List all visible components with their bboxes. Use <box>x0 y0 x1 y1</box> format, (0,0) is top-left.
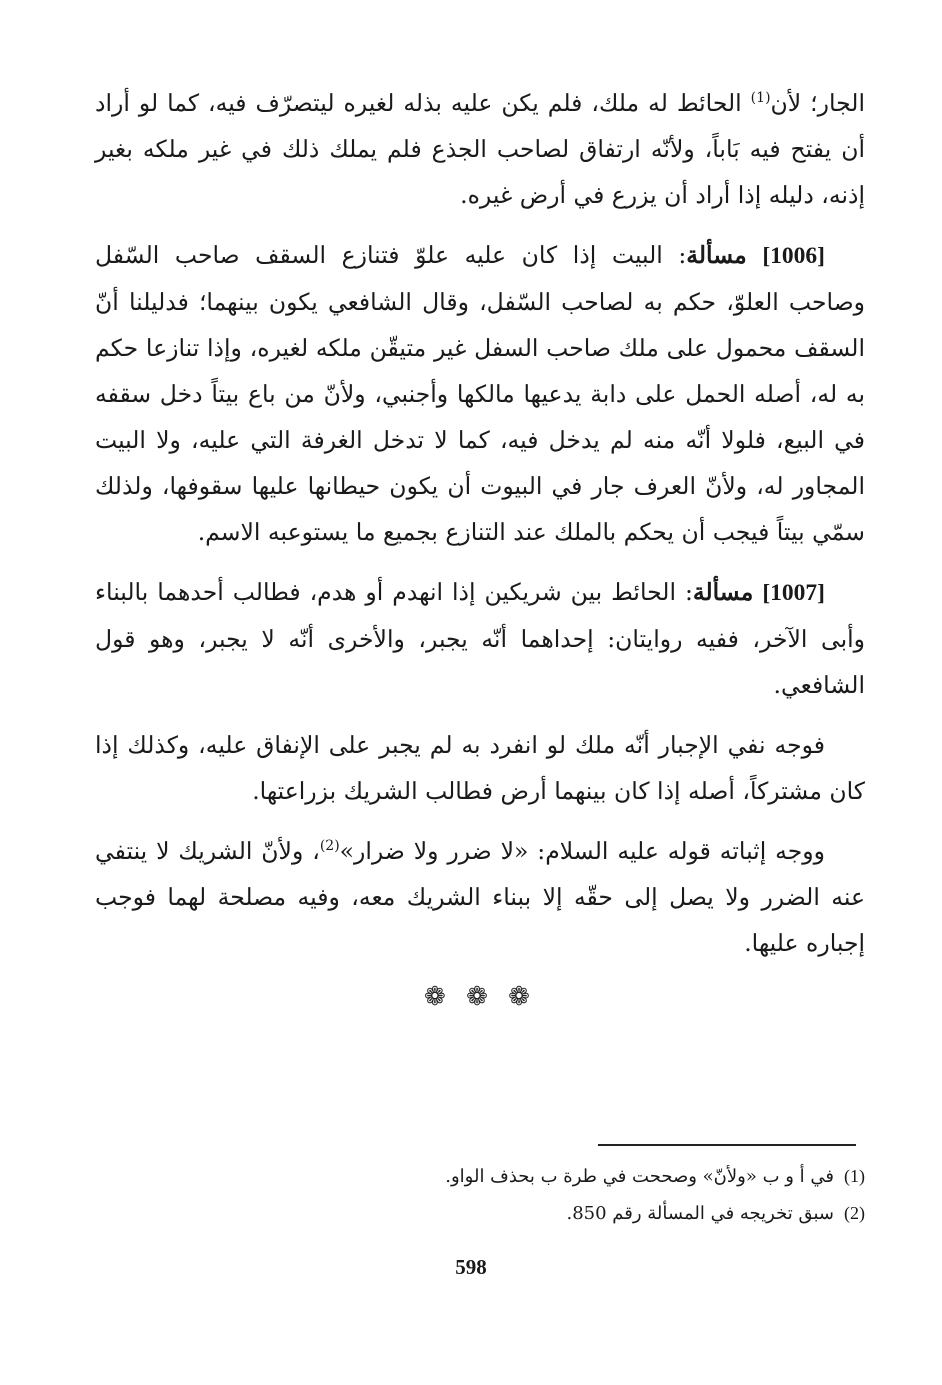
issue-number: [1006] <box>762 243 825 269</box>
footnote-divider <box>598 1144 856 1146</box>
issue-keyword: مسألة <box>686 241 747 269</box>
paragraph-negation: فوجه نفي الإجبار أنّه ملك لو انفرد به لم يجبر على الإنفاق عليه، وكذلك إذا كان مشتركاً، أصله إذا كان بينهما أرض فطالب الشريك بزراعتها. <box>95 731 865 805</box>
footnote-ref-2[interactable]: (2) <box>319 838 340 855</box>
footnote-text: في أ و ب «ولأنّ» وصححت في طرة ب بحذف الواو. <box>445 1166 834 1187</box>
footnote-2 <box>95 1195 865 1232</box>
footnotes <box>95 1158 865 1232</box>
text-run: الجار؛ لأن <box>770 89 865 117</box>
issue-1007 <box>95 569 865 708</box>
issue-number: [1007] <box>762 580 825 606</box>
footnote-number: (2) <box>844 1203 865 1223</box>
text-run: الحائط له ملك، فلم يكن عليه بذله لغيره ليتصرّف فيه، كما لو أراد أن يفتح فيه بَاباً، ولأنّه ارتفاق لصاحب الجذع فلم يملك ذلك في غير ملكه بغير إذنه، دليله إذا أراد أن يزرع في أرض غيره. <box>95 89 865 209</box>
footnote-1 <box>95 1158 865 1195</box>
section-separator-ornament: ❁ ❁ ❁ <box>424 982 536 1012</box>
issue-keyword: مسألة <box>692 578 754 606</box>
text-run: ووجه إثباته قوله عليه السلام: «لا ضرر ولا ضرار» <box>339 837 825 865</box>
issue-text: : الحائط بين شريكين إذا انهدم أو هدم، فطالب أحدهما بالبناء وأبى الآخر، ففيه روايتان: إحداهما أنّه يجبر، والأخرى أنّه لا يجبر، وهو قول الشافعي. <box>95 578 865 699</box>
page-number: 598 <box>455 1255 487 1279</box>
footnote-text: سبق تخريجه في المسألة رقم 850. <box>566 1203 834 1224</box>
text-run: ، ولأنّ الشريك لا ينتفي عنه الضرر ولا يصل إلى حقّه إلا ببناء الشريك معه، وفيه مصلحة لهما فوجب إجباره عليها. <box>95 837 865 957</box>
issue-text: : البيت إذا كان عليه علوّ فتنازع السقف صاحب السّفل وصاحب العلوّ، حكم به لصاحب السّفل، وقال الشافعي يكون بينهما؛ فدليلنا أنّ السقف محمول على ملك صاحب السفل غير متيقّن ملكه لغيره، وإذا تنازعا حكم به له، أصله الحمل على دابة يدعيها مالكها وأجنبي، ولأنّ من باع بيتاً دخل سقفه في البيع، فلولا أنّه منه لم يدخل فيه، كما لا تدخل الغرفة التي عليه، ولا البيت المجاور له، ولأنّ العرف جار في البيوت أن يكون حيطانها عليها سقوفها، ولذلك سمّي بيتاً فيجب أن يحكم بالملك عند التنازع بجميع ما يستوعبه الاسم. <box>95 241 865 546</box>
footnote-number: (1) <box>844 1166 865 1186</box>
issue-1006 <box>95 232 865 555</box>
page-body <box>95 80 865 1012</box>
paragraph-continuation <box>95 80 865 218</box>
paragraph-affirmation <box>95 828 865 966</box>
footnote-ref-1[interactable]: (1) <box>750 90 771 107</box>
